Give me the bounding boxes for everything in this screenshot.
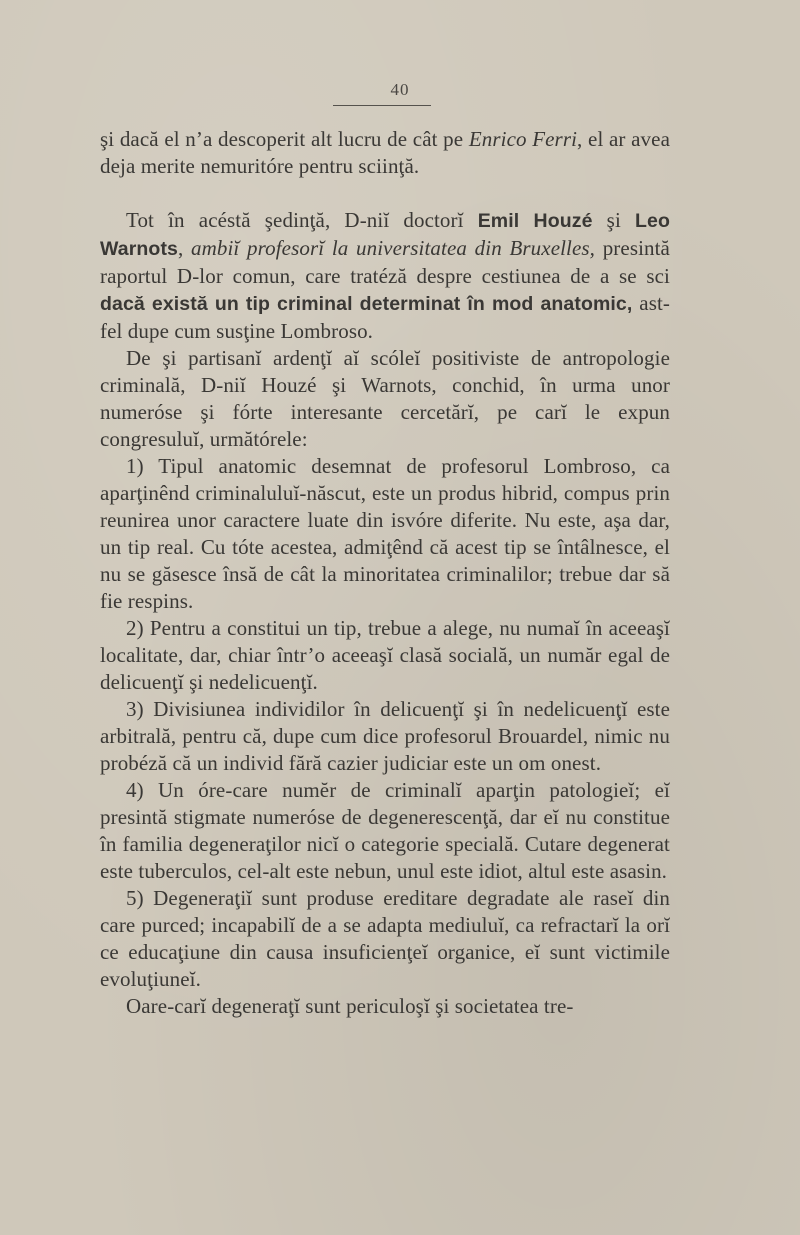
paragraph-3: De şi partisanĭ ardenţĭ aĭ scóleĭ positiviste de antropologie criminală, D-niĭ Houzé şi Warnots, conchid, în urma unor numeróse şi fórte interesante cercetărĭ, pe carĭ le expun congresuluĭ, următórele:: [100, 346, 670, 451]
paragraph-2-text-b: şi: [592, 208, 636, 232]
paragraph-5: 2) Pentru a constitui un tip, trebue a alege, nu numaĭ în aceeaşĭ localitate, dar, chiar într’o aceeaşĭ clasă socială, un număr egal de delicuenţĭ şi nedelicuenţĭ.: [100, 616, 670, 694]
paragraph-2-text-e: ast-fel dupe cum susţine Lombroso.: [100, 291, 670, 343]
question-bold: dacă există un tip criminal determinat în mod anatomic,: [100, 293, 633, 315]
paragraph-4: 1) Tipul anatomic desemnat de profesorul Lombroso, ca aparţinênd criminaluluĭ-născut, este un produs hibrid, compus prin reunirea unor caractere luate din isvóre diferite. Nu este, aşa dar, un tip real. Cu tóte acestea, admiţênd că acest tip se întâlnesce, el nu se găsesce însă de cât la minoritatea criminalilor; trebue dar să fie respins.: [100, 454, 670, 613]
paragraph-2-text-d: presintă raportul D-lor comun, care tratéză despre cestiunea de a se sci: [100, 236, 670, 288]
paragraph-1-text-a: şi dacă el n’a descoperit alt lucru de cât pe: [100, 127, 469, 151]
paragraph-7: 4) Un óre-care numĕr de criminalĭ aparţin patologieĭ; eĭ presintă stigmate numeróse de degenerescenţă, dar eĭ nu constitue în familia degeneraţilor nicĭ o categorie specială. Cutare degenerat este tuberculos, cel-alt este nebun, unul este idiot, altul este asasin.: [100, 778, 670, 883]
paragraph-1-text-b: , el ar avea deja merite nemuritóre pentru sciinţă.: [100, 127, 670, 178]
paragraph-2-text-c: ,: [177, 236, 192, 260]
page-number: 40: [390, 80, 410, 99]
body-text: [100, 126, 670, 1020]
name-enrico-ferri: Enrico Ferri: [468, 127, 578, 151]
paragraph-2: [100, 207, 670, 345]
affiliation-italic: ambiĭ profesorĭ la universitatea din Bruxelles,: [191, 236, 596, 260]
paragraph-6: 3) Divisiunea individilor în delicuenţĭ şi în nedelicuenţĭ este arbitrală, pentru că, dupe cum dice profesorul Brouardel, nimic nu probéză că un individ fără cazier judiciar este un om onest.: [100, 697, 670, 775]
header-rule: [333, 105, 431, 106]
paragraph-9: Oare-carĭ degeneraţĭ sunt periculoşĭ şi societatea tre-: [126, 994, 574, 1018]
paragraph-2-text-a: Tot în acéstă şedinţă, D-niĭ doctorĭ: [126, 208, 478, 232]
paragraph-8: 5) Degeneraţiĭ sunt produse ereditare degradate ale raseĭ din care purced; incapabilĭ de a se adapta mediuluĭ, ca refractarĭ la orĭ ce educaţiune din causa insuficienţeĭ organice, eĭ sunt victimile evoluţiuneĭ.: [100, 886, 670, 991]
name-leo-warnots: Leo Warnots: [100, 210, 670, 260]
name-emil-houze: Emil Houzé: [477, 210, 593, 232]
paragraph-1: [100, 126, 670, 180]
